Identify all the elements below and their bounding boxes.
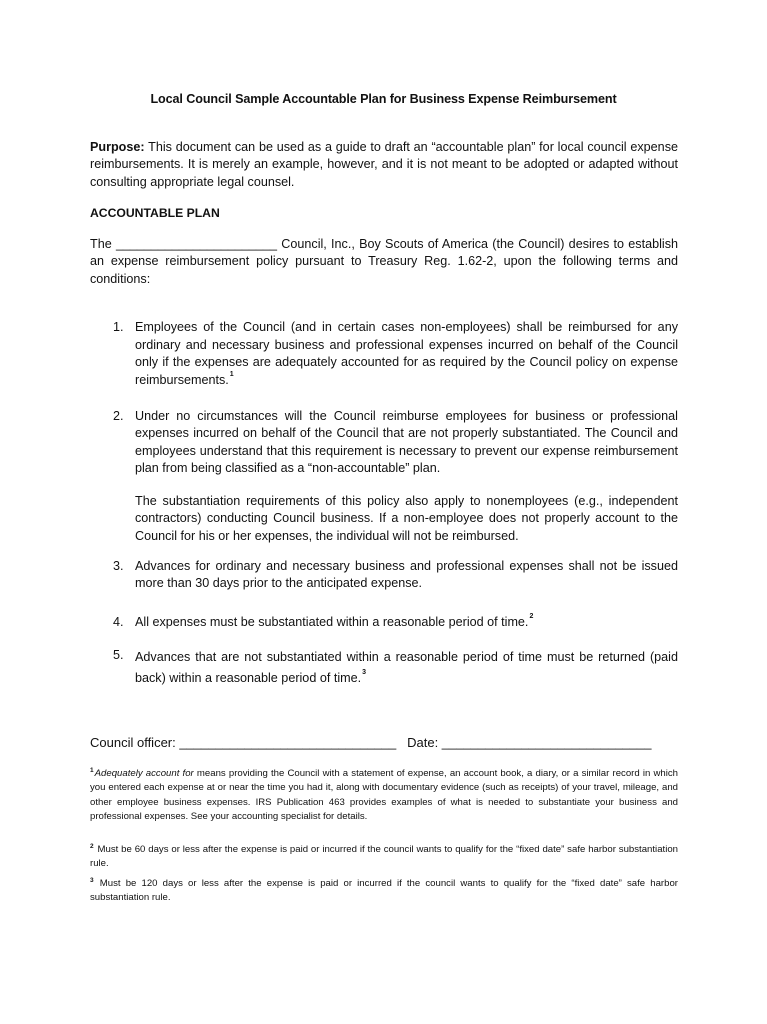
list-item [113, 558, 678, 593]
list-text: All expenses must be substantiated within a reasonable period of time. [135, 615, 529, 629]
list-extra-paragraph: The substantiation requirements of this policy also apply to nonemployees (e.g., independent contractors) conducting Council business. If a non-employee does not properly account to the Council for his or her expenses, the individual will not be reimbursed. [135, 494, 678, 543]
list-item [113, 614, 678, 631]
footnote-number: 3 [90, 877, 94, 884]
purpose-paragraph [90, 139, 678, 191]
footnote-text: means providing the Council with a statement of expense, an account book, a diary, or a similar record in which you entered each expense at or near the time you had it, along with documentary evidence (such as receipts) of your travel, mileage, and other employee business expenses. IRS Publication 463 provides examples of what is needed to substantiate your business and professional expenses. See your accounting specialist for details. [90, 768, 679, 823]
document-title: Local Council Sample Accountable Plan for Business Expense Reimbursement [150, 92, 617, 106]
list-number: 5. [113, 648, 124, 662]
footnote-number: 2 [90, 843, 94, 850]
list-item [113, 319, 678, 389]
list-text: Advances for ordinary and necessary business and professional expenses shall not be issued more than 30 days prior to the anticipated expense. [135, 559, 678, 591]
date-field[interactable]: _____________________________ [438, 735, 652, 750]
officer-label: Council officer: [90, 735, 176, 750]
section-heading: ACCOUNTABLE PLAN [90, 206, 220, 220]
list-number: 2. [113, 409, 124, 423]
list-text: Advances that are not substantiated within a reasonable period of time must be returned (paid back) within a reasonable period of time. [135, 650, 678, 685]
footnote-text: Must be 120 days or less after the expense is paid or incurred if the council wants to qualify for the “fixed date” safe harbor substantiation rule. [90, 878, 678, 904]
list-item [113, 408, 678, 545]
footnote-2 [90, 843, 678, 872]
intro-paragraph: The _______________________ Council, Inc., Boy Scouts of America (the Council) desires to establish an expense reimbursement policy pursuant to Treasury Reg. 1.62-2, upon the following terms and conditions: [90, 237, 678, 286]
footnote-ref: 2 [529, 613, 534, 620]
signature-line [90, 735, 651, 750]
list-item [113, 647, 678, 689]
date-label: Date: [407, 735, 439, 750]
footnote-number: 1 [90, 767, 94, 774]
officer-signature-field[interactable]: ______________________________ [175, 735, 397, 750]
footnote-ref: 1 [229, 370, 234, 378]
purpose-label: Purpose: [90, 140, 145, 154]
footnote-text: Must be 60 days or less after the expense is paid or incurred if the council wants to qualify for the “fixed date” safe harbor substantiation rule. [90, 844, 678, 870]
purpose-text: This document can be used as a guide to draft an “accountable plan” for local council expense reimbursements. It is merely an example, however, and it is not meant to be adopted or adapted without consulting appropriate legal counsel. [90, 140, 678, 189]
footnote-ref: 3 [362, 669, 367, 676]
footnote-3 [90, 877, 678, 906]
list-number: 1. [113, 320, 124, 334]
list-number: 3. [113, 559, 124, 573]
list-text: Under no circumstances will the Council reimburse employees for business or professional expenses incurred on behalf of the Council that are not properly substantiated. The Council and employees understand that this requirement is necessary to prevent our expense reimbursement plan from being classified as a “non-accountable” plan. [135, 409, 678, 475]
footnote-1 [90, 767, 678, 825]
list-text: Employees of the Council (and in certain cases non-employees) shall be reimbursed for any ordinary and necessary business and professional expenses incurred on behalf of the Council only if the expenses are adequately accounted for as required by the Council policy on expense reimbursements. [135, 320, 678, 387]
list-number: 4. [113, 615, 124, 629]
footnote-italic-lead: Adequately account for [94, 768, 194, 779]
